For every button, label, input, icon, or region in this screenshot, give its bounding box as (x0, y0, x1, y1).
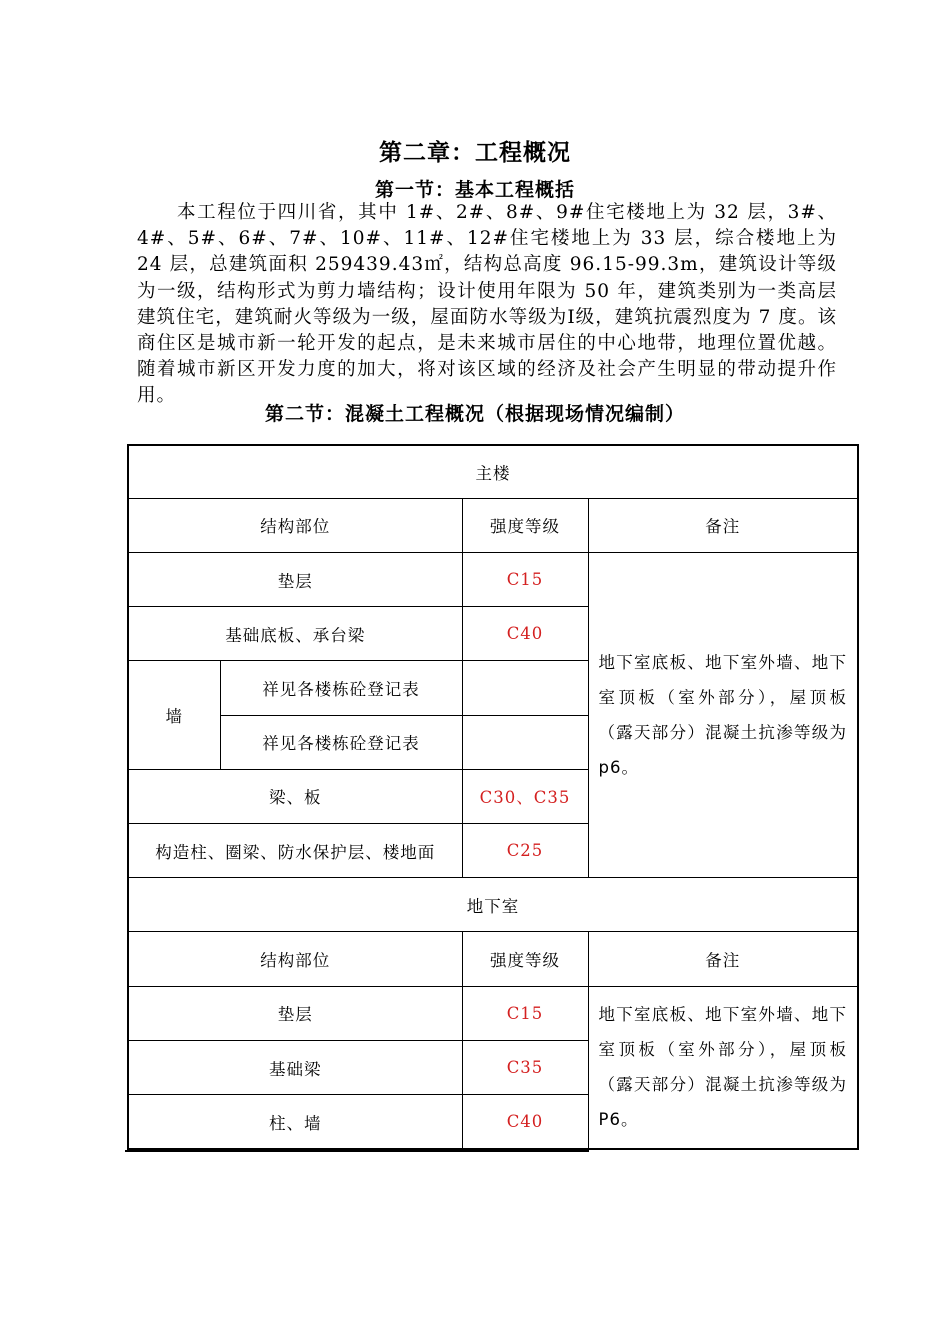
part-cell: 垫层 (128, 986, 462, 1040)
table-row (128, 878, 858, 932)
header-grade: 强度等级 (462, 932, 588, 986)
header-note: 备注 (588, 932, 858, 986)
table-row (128, 445, 858, 498)
project-overview-paragraph: 本工程位于四川省，其中 1#、2#、8#、9#住宅楼地上为 32 层，3#、4#、5#、6#、7#、10#、11#、12#住宅楼地上为 33 层，综合楼地上为 24 层，总建筑面积 259439.43㎡，结构总高度 96.15-99.3m，建筑设计等级为一级，结构形式为剪力墙结构；设计使用年限为 50 年，建筑类别为一类高层建筑住宅，建筑耐火等级为一级，屋面防水等级为Ⅰ级，建筑抗震烈度为 7 度。该商住区是城市新一轮开发的起点，是未来城市居住的中心地带，地理位置优越。随着城市新区开发力度的加大，将对该区域的经济及社会产生明显的带动提升作用。 (137, 202, 837, 407)
concrete-grade-table (127, 444, 859, 1150)
table-row (128, 986, 858, 1040)
main-note-cell: 地下室底板、地下室外墙、地下室顶板（室外部分），屋顶板（露天部分）混凝土抗渗等级为 p6。 (588, 552, 858, 877)
grade-cell: C40 (462, 607, 588, 661)
part-cell: 垫层 (128, 552, 462, 606)
chapter-title: 第二章：工程概况 (379, 140, 571, 166)
section-title-basic: 第一节：基本工程概括 (374, 179, 575, 201)
header-part: 结构部位 (128, 498, 462, 552)
grade-cell: C15 (462, 552, 588, 606)
wall-sub-cell: 祥见各楼栋砼登记表 (220, 715, 462, 769)
table-bottom-rule (125, 1150, 589, 1152)
table-row (128, 498, 858, 552)
main-building-heading: 主楼 (128, 445, 858, 498)
grade-cell: C40 (462, 1095, 588, 1149)
part-cell: 柱、墙 (128, 1095, 462, 1149)
basement-note-cell: 地下室底板、地下室外墙、地下室顶板（室外部分），屋顶板（露天部分）混凝土抗渗等级为 P6。 (588, 986, 858, 1149)
grade-cell: C15 (462, 986, 588, 1040)
wall-sub-cell: 祥见各楼栋砼登记表 (220, 661, 462, 715)
header-note: 备注 (588, 498, 858, 552)
part-cell: 基础梁 (128, 1040, 462, 1094)
header-grade: 强度等级 (462, 498, 588, 552)
grade-cell: C35 (462, 1040, 588, 1094)
part-cell: 基础底板、承台梁 (128, 607, 462, 661)
table-row (128, 552, 858, 606)
basement-heading: 地下室 (128, 878, 858, 932)
grade-cell (462, 661, 588, 715)
wall-cell: 墙 (128, 661, 220, 769)
grade-cell: C30、C35 (462, 769, 588, 823)
grade-cell (462, 715, 588, 769)
section-title-concrete: 第二节：混凝土工程概况（根据现场情况编制） (264, 403, 685, 425)
part-cell: 构造柱、圈梁、防水保护层、楼地面 (128, 824, 462, 878)
part-cell: 梁、板 (128, 769, 462, 823)
table-row (128, 932, 858, 986)
header-part: 结构部位 (128, 932, 462, 986)
grade-cell: C25 (462, 824, 588, 878)
